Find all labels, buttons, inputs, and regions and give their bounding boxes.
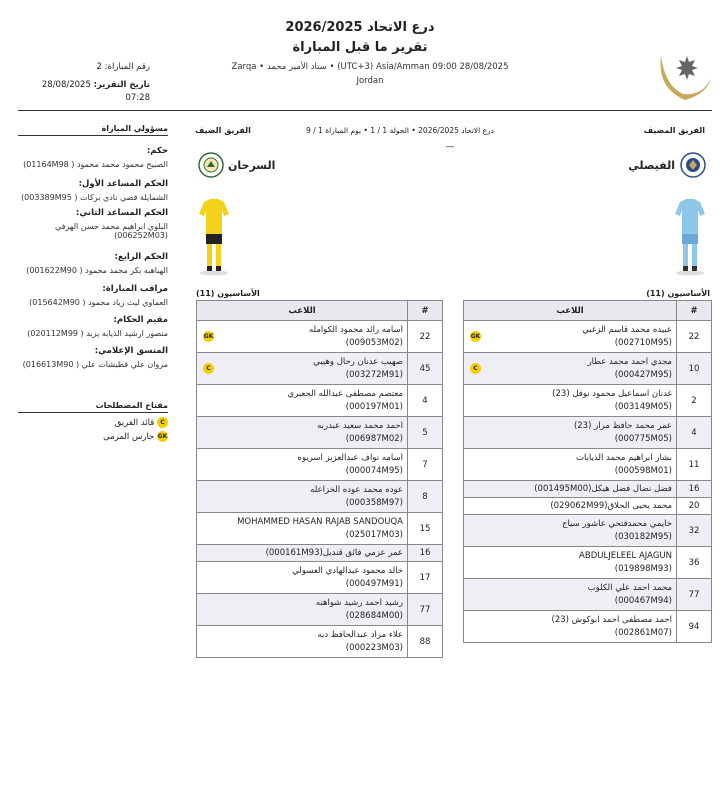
player-name: عبيده محمد قاسم الزغبي bbox=[582, 324, 672, 335]
player-name: عوده محمد عوده الخزاعله bbox=[310, 484, 403, 495]
player-cell bbox=[197, 594, 408, 626]
home-starters-label: الأساسيون (11) bbox=[646, 289, 710, 298]
player-name: معتصم مصطفى عبدالله الجعبري bbox=[287, 388, 403, 399]
player-cell bbox=[464, 515, 677, 547]
captain-badge: C bbox=[470, 363, 481, 374]
player-cell bbox=[197, 626, 408, 658]
home-team-crest bbox=[680, 152, 706, 178]
player-cell bbox=[464, 321, 677, 353]
table-row bbox=[197, 513, 443, 545]
match-number: رقم المباراة: 2 bbox=[96, 62, 150, 72]
away-team-label: الفريق الضيف bbox=[195, 126, 251, 135]
player-name: خايمي محمدفتحي عاشور سياج bbox=[562, 518, 672, 529]
player-name: بشار ابراهيم محمد الذيابات bbox=[576, 452, 672, 463]
player-number: 22 bbox=[677, 321, 712, 353]
key-goalkeeper: GK حارس المرمى bbox=[103, 432, 168, 442]
official-role: مراقب المباراة: bbox=[102, 284, 168, 294]
table-row bbox=[464, 547, 712, 579]
player-id: (003149M05) bbox=[614, 401, 672, 412]
table-row bbox=[197, 321, 443, 353]
official-role: حكم: bbox=[146, 146, 168, 156]
away-kit-icon bbox=[196, 198, 232, 276]
player-cell bbox=[464, 481, 677, 498]
player-id: (000467M94) bbox=[614, 595, 672, 606]
score-placeholder: — bbox=[445, 142, 455, 152]
player-name: عمر محمد حافظ مرار (23) bbox=[573, 420, 672, 431]
player-number: 15 bbox=[408, 513, 443, 545]
table-row bbox=[464, 385, 712, 417]
player-id: (009053M02) bbox=[345, 337, 403, 348]
player-cell bbox=[197, 562, 408, 594]
player-id: (028684M00) bbox=[345, 610, 403, 621]
player-id: (002861M07) bbox=[614, 627, 672, 638]
away-roster-table bbox=[196, 300, 443, 658]
official-role: مقيم الحكام: bbox=[113, 315, 168, 325]
table-row bbox=[464, 449, 712, 481]
player-cell bbox=[197, 385, 408, 417]
player-cell bbox=[464, 385, 677, 417]
match-country: Jordan bbox=[356, 76, 384, 86]
player-name: غدنان اسماعيل محمود نوفل (23) bbox=[552, 388, 672, 399]
report-date: تاريخ التقرير: 28/08/2025 07:28 bbox=[20, 79, 150, 105]
player-id: (003272M91) bbox=[345, 369, 403, 380]
player-name: ABDULJELEEL AJAGUN bbox=[579, 550, 672, 561]
away-team-name: السرحان bbox=[228, 159, 276, 172]
player-number: 94 bbox=[677, 611, 712, 643]
player-cell bbox=[464, 547, 677, 579]
goalkeeper-badge: GK bbox=[470, 332, 481, 340]
player-cell bbox=[464, 449, 677, 481]
header-divider bbox=[18, 110, 712, 111]
player-id: (002710M95) bbox=[614, 337, 672, 348]
player-number: 16 bbox=[677, 481, 712, 498]
gk-badge: GK bbox=[157, 433, 168, 440]
table-row bbox=[464, 579, 712, 611]
player-cell bbox=[197, 353, 408, 385]
official-role: الحكم المساعد الأول: bbox=[78, 179, 168, 189]
home-kit-icon bbox=[672, 198, 708, 276]
player-id: (000074M95) bbox=[345, 465, 403, 476]
report-time: 07:28 bbox=[125, 93, 150, 103]
player-number: 17 bbox=[408, 562, 443, 594]
official-name: العماوي ليث زياد محمود ( 015642M90) bbox=[29, 298, 168, 307]
home-col-player: اللاعب bbox=[464, 301, 677, 321]
player-id: (000427M95) bbox=[614, 369, 672, 380]
round-info: درع الاتحاد 2026/2025 • الجولة 1 / 1 • يوم المباراة 1 / 9 bbox=[306, 126, 494, 135]
official-name: منصور ارشيد الذيابه يزيد ( 020112M99) bbox=[27, 329, 168, 338]
player-id: (000775M05) bbox=[614, 433, 672, 444]
table-row bbox=[197, 481, 443, 513]
table-row bbox=[464, 321, 712, 353]
player-number: 16 bbox=[408, 545, 443, 562]
captain-badge: C bbox=[157, 417, 168, 428]
key-title: مفتاح المصطلحات bbox=[95, 401, 168, 410]
player-number: 20 bbox=[677, 498, 712, 515]
player-number: 88 bbox=[408, 626, 443, 658]
player-number: 22 bbox=[408, 321, 443, 353]
table-row bbox=[197, 417, 443, 449]
table-row bbox=[197, 449, 443, 481]
player-id: (006987M02) bbox=[345, 433, 403, 444]
player-number: 77 bbox=[408, 594, 443, 626]
home-col-num: # bbox=[677, 301, 712, 321]
table-row bbox=[197, 562, 443, 594]
player-cell bbox=[197, 417, 408, 449]
player-id: (000598M01) bbox=[614, 465, 672, 476]
player-id: (019898M93) bbox=[614, 563, 672, 574]
table-row bbox=[197, 385, 443, 417]
player-name: اسامه رائد محمود الكوامله bbox=[308, 324, 403, 335]
away-starters-label: الأساسيون (11) bbox=[196, 289, 260, 298]
table-row bbox=[464, 481, 712, 498]
away-team-crest bbox=[198, 152, 224, 178]
document-subtitle: تقرير ما قبل المباراة bbox=[292, 40, 428, 55]
player-id: (000223M03) bbox=[345, 642, 403, 653]
player-cell bbox=[197, 449, 408, 481]
table-row bbox=[197, 545, 443, 562]
official-role: الحكم المساعد الثاني: bbox=[75, 208, 168, 218]
player-cell bbox=[464, 498, 677, 515]
away-col-player: اللاعب bbox=[197, 301, 408, 321]
document-title: درع الاتحاد 2026/2025 bbox=[285, 20, 435, 35]
player-number: 11 bbox=[677, 449, 712, 481]
player-cell bbox=[464, 579, 677, 611]
player-name: صهيب عدنان رحال وهيبي bbox=[313, 356, 403, 367]
player-name: محمد يحيى الحلاق(029062M99) bbox=[550, 500, 672, 511]
goalkeeper-badge: GK bbox=[203, 332, 214, 340]
player-number: 45 bbox=[408, 353, 443, 385]
player-cell bbox=[197, 545, 408, 562]
player-name: خالد محمود عبدالهادي العسولي bbox=[292, 565, 403, 576]
table-row bbox=[197, 626, 443, 658]
player-number: 8 bbox=[408, 481, 443, 513]
player-name: علاء مراد عبدالحافظ ديه bbox=[317, 629, 403, 640]
player-id: (000358M97) bbox=[345, 497, 403, 508]
official-name: الهباهبه بكر محمد محمود ( 001622M90) bbox=[26, 266, 168, 275]
player-name: رشيد احمد رشيد شواهنه bbox=[315, 597, 403, 608]
officials-title: مسؤولي المباراة bbox=[101, 124, 168, 133]
home-team-name: الفيصلي bbox=[628, 159, 675, 172]
player-number: 4 bbox=[408, 385, 443, 417]
player-name: مجدي احمد محمد عطار bbox=[587, 356, 672, 367]
table-row bbox=[197, 594, 443, 626]
player-cell bbox=[464, 353, 677, 385]
official-name: مروان علي قطيشات علي ( 016613M90) bbox=[22, 360, 168, 369]
player-name: احمد مصطفى احمد ابوكوش (23) bbox=[551, 614, 672, 625]
player-name: احمد محمد سعيد عبدربه bbox=[317, 420, 403, 431]
player-id: (030182M95) bbox=[614, 531, 672, 542]
official-role: الحكم الرابع: bbox=[114, 252, 168, 262]
player-id: (000197M01) bbox=[345, 401, 403, 412]
home-team-label: الفريق المضيف bbox=[643, 126, 705, 135]
captain-badge: C bbox=[203, 363, 214, 374]
player-cell bbox=[464, 417, 677, 449]
player-number: 77 bbox=[677, 579, 712, 611]
player-id: (025017M03) bbox=[345, 529, 403, 540]
player-cell bbox=[197, 481, 408, 513]
table-row bbox=[464, 515, 712, 547]
official-role: المنسق الإعلامي: bbox=[94, 346, 168, 356]
match-location: Zarqa • ستاد الأمير محمد • (UTC+3) Asia/Amman 09:00 28/08/2025 bbox=[231, 62, 509, 72]
player-number: 10 bbox=[677, 353, 712, 385]
player-name: عمر عزمي فائق قنديل(000161M93) bbox=[265, 547, 403, 558]
player-number: 36 bbox=[677, 547, 712, 579]
player-number: 5 bbox=[408, 417, 443, 449]
player-cell bbox=[464, 611, 677, 643]
table-row bbox=[464, 611, 712, 643]
player-cell bbox=[197, 321, 408, 353]
player-number: 7 bbox=[408, 449, 443, 481]
official-name: الصبيح محمود محمد محمود ( 01164M98) bbox=[23, 160, 168, 169]
table-row bbox=[464, 417, 712, 449]
player-number: 32 bbox=[677, 515, 712, 547]
player-name: MOHAMMED HASAN RAJAB SANDOUQA bbox=[237, 516, 403, 527]
player-id: (000497M91) bbox=[345, 578, 403, 589]
home-roster-table bbox=[463, 300, 712, 643]
key-captain: C قائد الفريق bbox=[60, 417, 168, 428]
official-name: الشمايلة قصي نادي بركات ( 003389M95) bbox=[21, 193, 168, 202]
officials-divider bbox=[18, 135, 168, 136]
player-cell bbox=[197, 513, 408, 545]
official-name: البلوي ابراهيم محمد حسن الهرفي (006252M03) bbox=[54, 222, 168, 240]
player-name: اسامه نواف عبدالعزيز اسريوه bbox=[297, 452, 403, 463]
player-number: 2 bbox=[677, 385, 712, 417]
away-col-num: # bbox=[408, 301, 443, 321]
table-row bbox=[197, 353, 443, 385]
table-row bbox=[464, 353, 712, 385]
player-name: محمد احمد علي الكلوب bbox=[587, 582, 672, 593]
federation-logo bbox=[655, 48, 713, 104]
player-name: فضل نضال فضل هيكل(001495M00) bbox=[534, 483, 672, 494]
key-divider bbox=[18, 412, 168, 413]
player-number: 4 bbox=[677, 417, 712, 449]
table-row bbox=[464, 498, 712, 515]
